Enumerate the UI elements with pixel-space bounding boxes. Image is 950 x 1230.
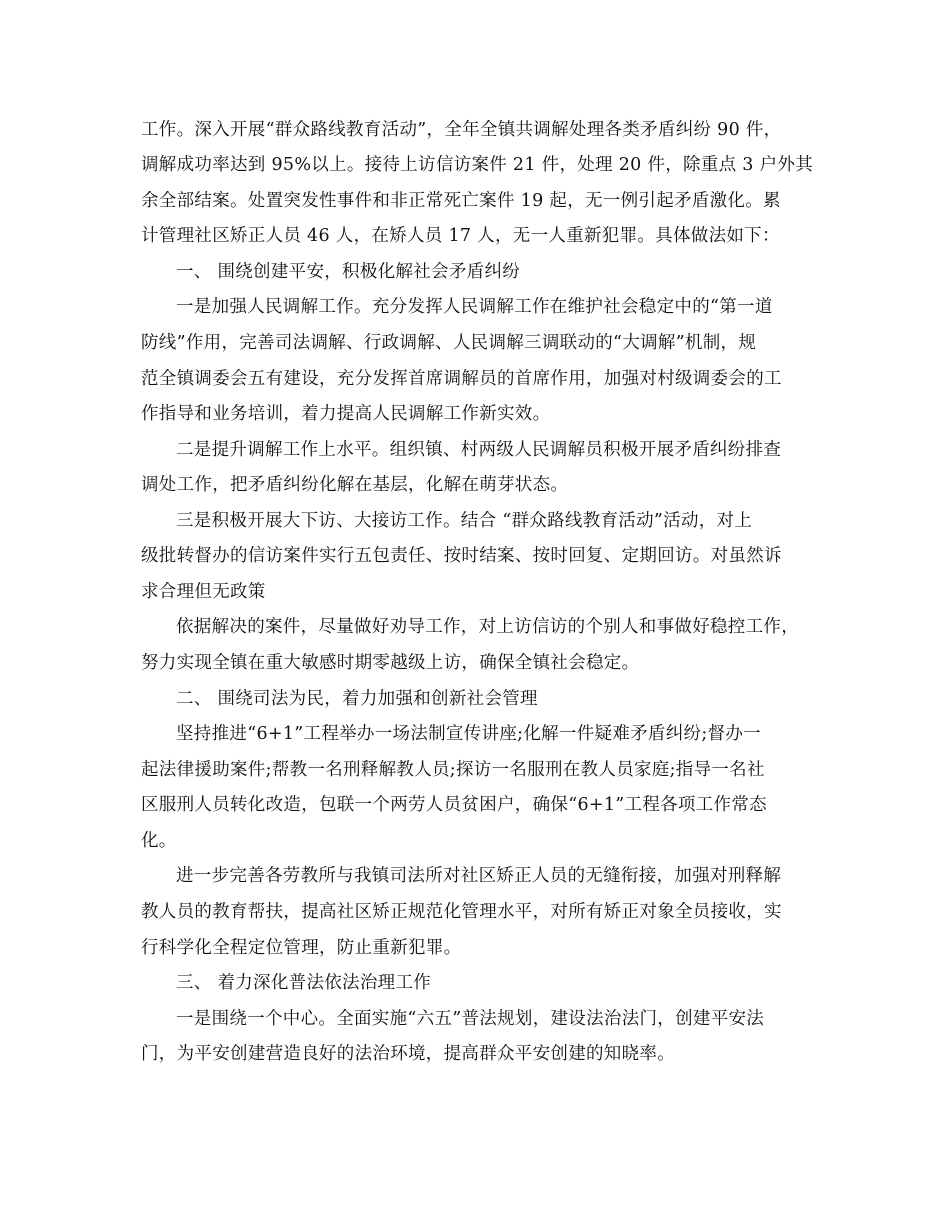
body-text-line: 门，为平安创建营造良好的法治环境，提高群众平安创建的知晓率。 [141, 1044, 675, 1064]
body-text-line: 坚持推进“6+1”工程举办一场法制宣传讲座;化解一件疑难矛盾纠纷;督办一 [176, 724, 761, 744]
body-text-line: 化。 [141, 831, 177, 851]
body-text-line: 一是加强人民调解工作。充分发挥人民调解工作在维护社会稳定中的“第一道 [176, 297, 773, 317]
body-text-line: 级批转督办的信访案件实行五包责任、按时结案、按时回复、定期回访。对虽然诉 [141, 546, 782, 566]
body-text-line: 调解成功率达到 95%以上。接待上访信访案件 21 件，处理 20 件，除重点 3 户外其 [141, 155, 814, 175]
body-text-line: 起法律援助案件;帮教一名刑释解教人员;探访一名服刑在教人员家庭;指导一名社 [141, 760, 765, 780]
body-text-line: 范全镇调委会五有建设，充分发挥首席调解员的首席作用，加强对村级调委会的工 [141, 369, 782, 389]
section-heading-2: 二、 围绕司法为民，着力加强和创新社会管理 [176, 689, 538, 709]
body-text-line: 努力实现全镇在重大敏感时期零越级上访，确保全镇社会稳定。 [141, 653, 640, 673]
section-heading-3: 三、 着力深化普法依法治理工作 [176, 973, 432, 993]
body-text-line: 一是围绕一个中心。全面实施“六五”普法规划，建设法治法门，创建平安法 [176, 1009, 765, 1029]
body-text-line: 工作。深入开展“群众路线教育活动”，全年全镇共调解处理各类矛盾纠纷 90 件， [141, 120, 782, 140]
body-text-line: 二是提升调解工作上水平。组织镇、村两级人民调解员积极开展矛盾纠纷排查 [176, 440, 782, 460]
body-text-line: 三是积极开展大下访、大接访工作。结合 “群众路线教育活动”活动，对上 [176, 511, 753, 531]
body-text-line: 作指导和业务培训，着力提高人民调解工作新实效。 [141, 404, 551, 424]
section-heading-1: 一、 围绕创建平安，积极化解社会矛盾纠纷 [176, 262, 521, 282]
body-text-line: 依据解决的案件，尽量做好劝导工作，对上访信访的个别人和事做好稳控工作， [176, 617, 799, 637]
body-text-line: 区服刑人员转化改造，包联一个两劳人员贫困户，确保“6+1”工程各项工作常态 [141, 795, 767, 815]
body-text-line: 调处工作，把矛盾纠纷化解在基层，化解在萌芽状态。 [141, 475, 569, 495]
body-text-line: 计管理社区矫正人员 46 人，在矫人员 17 人，无一人重新犯罪。具体做法如下： [141, 226, 780, 246]
body-text-line: 教人员的教育帮扶，提高社区矫正规范化管理水平，对所有矫正对象全员接收，实 [141, 902, 782, 922]
body-text-line: 行科学化全程定位管理，防止重新犯罪。 [141, 938, 462, 958]
body-text-line: 求合理但无政策 [141, 582, 266, 602]
body-text-line: 余全部结案。处置突发性事件和非正常死亡案件 19 起，无一例引起矛盾激化。累 [141, 191, 781, 211]
body-text-line: 进一步完善各劳教所与我镇司法所对社区矫正人员的无缝衔接，加强对刑释解 [176, 866, 782, 886]
body-text-line: 防线”作用，完善司法调解、行政调解、人民调解三调联动的“大调解”机制，规 [141, 333, 757, 353]
